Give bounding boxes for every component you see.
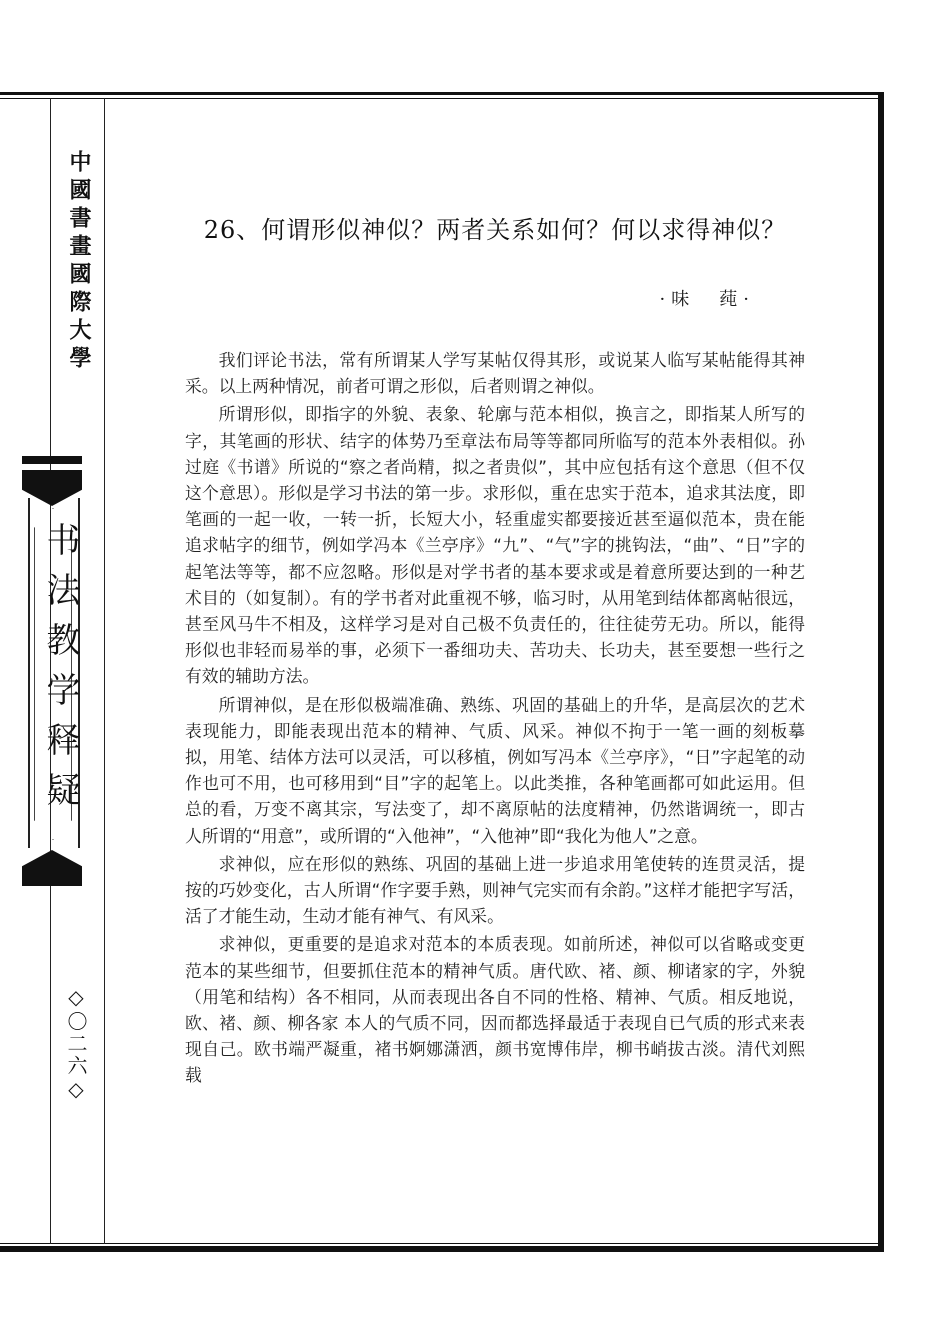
article-body <box>185 210 805 1091</box>
page-number: ◇〇二六◇ <box>64 985 88 1103</box>
article-title: 26、何谓形似神似？两者关系如何？何以求得神似？ <box>203 216 787 244</box>
banner-top-bar <box>22 456 82 464</box>
university-name: 中國書畫國際大學 <box>66 150 92 374</box>
paragraph: 所谓形似，即指字的外貌、表象、轮廓与范本相似，换言之，即指某人所写的字，其笔画的形状、结字的体势乃至章法布局等等都同所临写的范本外表相似。孙过庭《书谱》所说的“察之者尚精，拟之者贵似”，其中应包括有这个意思（但不仅这个意思）。形似是学习书法的第一步。求形似，重在忠实于范本，追求其法度，即笔画的一起一收，一转一折，长短大小，轻重虚实都要接近甚至逼似范本，贵在能追求帖字的细节，例如学冯本《兰亭序》“九”、“气”字的挑钩法，“曲”、“日”字的起笔法等等，都不应忽略。形似是对学书者的基本要求或是着意所要达到的一种艺术目的（如复制）。有的学书者对此重视不够，临习时，从用笔到结体都离帖很远，甚至风马牛不相及，这样学习是对自己极不负责任的，往往徒劳无功。所以，能得形似也非轻而易举的事，必须下一番细功夫、苦功夫、长功夫，甚至要想一些行之有效的辅助方法。 <box>185 404 805 687</box>
article-author: ·味 莼· <box>659 289 755 310</box>
page-frame-right <box>878 92 884 1252</box>
page-frame-top-inner <box>0 98 878 99</box>
paragraph: 所谓神似，是在形似极端准确、熟练、巩固的基础上的升华，是高层次的艺术表现能力，即能表现出范本的精神、气质、风采。神似不拘于一笔一画的刻板摹拟，用笔、结体方法可以灵活，可以移植，例如写冯本《兰亭序》，“日”字起笔的动作也可不用，也可移用到“目”字的起笔上。以此类推，各种笔画都可如此运用。但总的看，万变不离其宗，写法变了，却不离原帖的法度精神，仍然谐调统一，即古人所谓的“用意”，或所谓的“入他神”，“入他神”即“我化为他人”之意。 <box>185 694 805 846</box>
page-frame-bottom <box>0 1246 884 1252</box>
sidebar-rule-right <box>104 98 105 1244</box>
paragraph: 我们评论书法，常有所谓某人学写某帖仅得其形，或说某人临写某帖能得其神采。以上两种情况，前者可谓之形似，后者则谓之神似。 <box>185 350 805 397</box>
page-frame-top <box>0 92 884 95</box>
page-frame-bottom-inner <box>0 1243 878 1244</box>
book-title: 书法教学释疑 <box>40 522 80 822</box>
banner-bottom-bar <box>22 878 82 886</box>
paragraph: 求神似，更重要的是追求对范本的本质表现。如前所述，神似可以省略或变更范本的某些细节，但要抓住范本的精神气质。唐代欧、褚、颜、柳诸家的字，外貌（用笔和结构）各不相同，从而表现出各自不同的性格、精神、气质。相反地说，欧、褚、颜、柳各家 本人的气质不同，因而都选择最适于表现自已气质的形式来表现自己。欧书端严凝重，褚书婀娜潇洒，颜书宽博伟岸，柳书峭拔古淡。清代刘熙载 <box>185 934 805 1086</box>
paragraph: 求神似，应在形似的熟练、巩固的基础上进一步追求用笔使转的连贯灵活，提按的巧妙变化，古人所谓“作字要手熟，则神气完实而有余韵。”这样才能把字写活，活了才能生动，生动才能有神气、有风采。 <box>185 853 805 927</box>
